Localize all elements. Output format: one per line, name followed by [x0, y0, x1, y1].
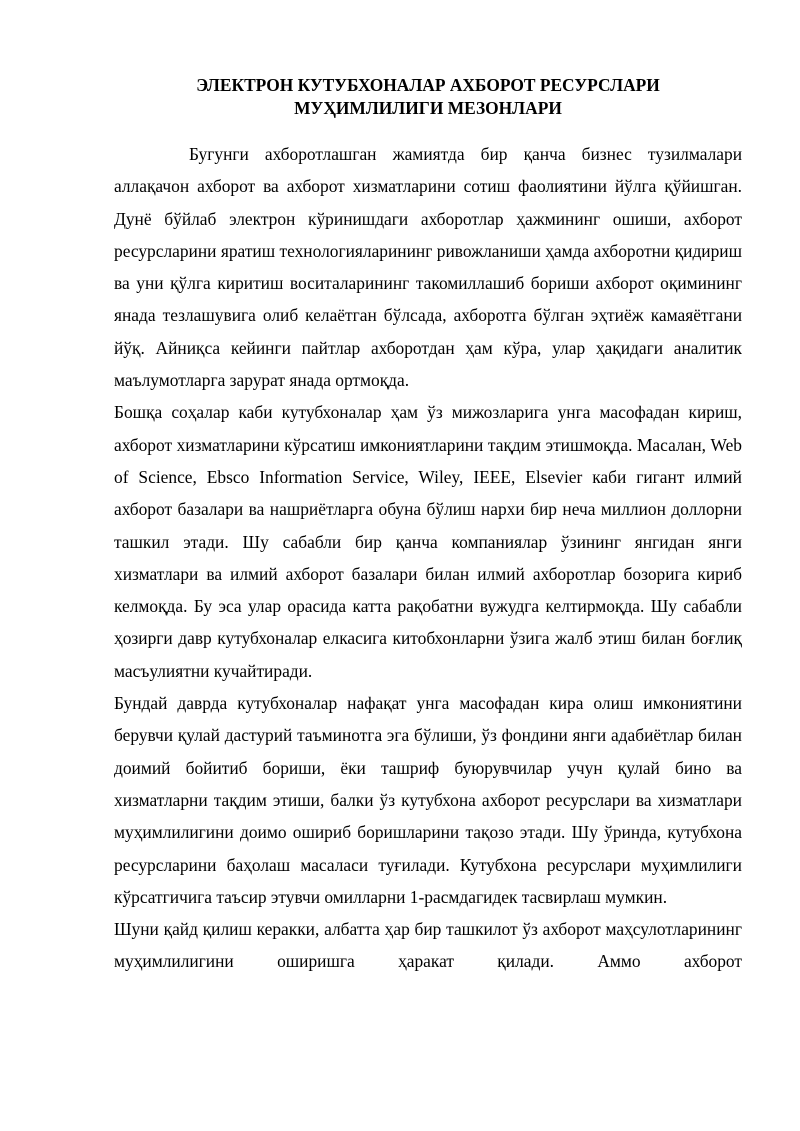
- paragraph-2: Бошқа соҳалар каби кутубхоналар ҳам ўз мижозларига унга масофадан кириш, ахборот хизматларини кўрсатиш имкониятларини тақдим этишмоқда. Масалан, Web of Science, Ebsco Information Service, Wiley, IEEE, Elsevier каби гигант илмий ахборот базалари ва нашриётларга обуна бўлиш нархи бир неча миллион доллорни ташкил этади. Шу сабабли бир қанча компаниялар ўзининг янгидан янги хизматлари ва илмий ахборот базалари билан илмий ахборотлар бозорига кириб келмоқда. Бу эса улар орасида катта рақобатни вужудга келтирмоқда. Шу сабабли ҳозирги давр кутубхоналар елкасига китобхонларни ўзига жалб этиш билан боғлиқ масъулиятни кучайтиради.: [114, 402, 742, 681]
- paragraph-4: Шуни қайд қилиш керакки, албатта ҳар бир ташкилот ўз ахборот маҳсулотларининг муҳимлилигини оширишга ҳаракат қилади. Аммо ахборот: [114, 919, 742, 972]
- title-line-1: ЭЛЕКТРОН КУТУБХОНАЛАР АХБОРОТ РЕСУРСЛАРИ: [196, 75, 660, 95]
- document-title: [114, 74, 742, 120]
- document-page: [114, 74, 742, 978]
- paragraph-3: Бундай даврда кутубхоналар нафақат унга масофадан кира олиш имкониятини берувчи қулай дастурий таъминотга эга бўлиши, ўз фондини янги адабиётлар билан доимий бойитиб бориши, ёки ташриф буюрувчилар учун қулай бино ва хизматларни тақдим этиши, балки ўз кутубхона ахборот ресурслари ва хизматлари муҳимлилигини доимо ошириб боришларини тақозо этади. Шу ўринда, кутубхона ресурсларини баҳолаш масаласи туғилади. Кутубхона ресурслари муҳимлилиги кўрсатгичига таъсир этувчи омилларни 1-расмдагидек тасвирлаш мумкин.: [114, 693, 742, 907]
- paragraph-1: Бугунги ахборотлашган жамиятда бир қанча бизнес тузилмалари аллақачон ахборот ва ахборот хизматларини сотиш фаолиятини йўлга қўйишган. Дунё бўйлаб электрон кўринишдаги ахборотлар ҳажмининг ошиши, ахборот ресурсларини яратиш технологияларининг ривожланиши ҳамда ахборотни қидириш ва уни қўлга киритиш воситаларининг такомиллашиб бориши ахборот оқимининг янада тезлашувига олиб келаётган бўлсада, ахборотга бўлган эҳтиёж камаяётгани йўқ. Айниқса кейинги пайтлар ахборотдан ҳам кўра, улар ҳақидаги аналитик маълумотларга зарурат янада ортмоқда.: [114, 144, 742, 391]
- title-line-2: МУҲИМЛИЛИГИ МЕЗОНЛАРИ: [294, 98, 562, 118]
